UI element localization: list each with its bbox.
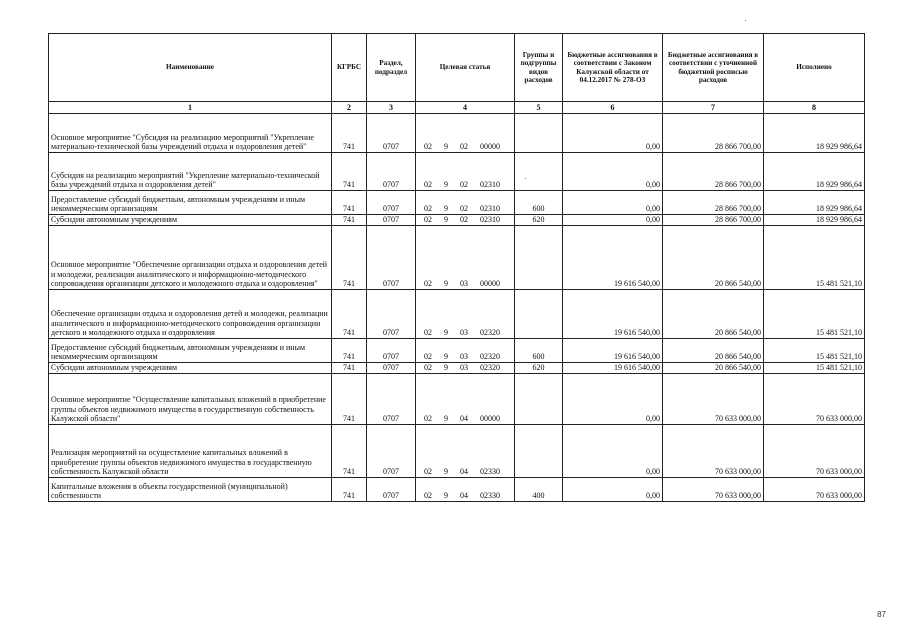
table-row xyxy=(49,374,865,425)
row-kgrbs: 741 xyxy=(332,478,367,502)
row-section: 0707 xyxy=(367,226,416,290)
row-section: 0707 xyxy=(367,363,416,374)
row-section: 0707 xyxy=(367,339,416,363)
row-target xyxy=(416,153,515,191)
column-number-row xyxy=(49,102,865,114)
row-executed: 70 633 000,00 xyxy=(764,374,865,425)
row-kgrbs: 741 xyxy=(332,290,367,339)
header-section: Раздел, подраздел xyxy=(367,34,416,102)
row-law: 0,00 xyxy=(563,478,663,502)
table-row xyxy=(49,153,865,191)
row-section: 0707 xyxy=(367,374,416,425)
row-name: Основное мероприятие "Осуществление капитальных вложений в приобретение группы объектов недвижимого имущества в государственную собственность Калужской области" xyxy=(49,374,332,425)
target-part: 9 xyxy=(444,491,448,501)
header-law: Бюджетные ассигнования в соответствии с Законом Калужской области от 04.12.2017 № 278-ОЗ xyxy=(563,34,663,102)
target-part: 02 xyxy=(460,180,468,190)
row-name: Субсидии автономным учреждениям xyxy=(49,215,332,226)
row-kgrbs: 741 xyxy=(332,215,367,226)
header-target: Целевая статья xyxy=(416,34,515,102)
row-law: 0,00 xyxy=(563,191,663,215)
target-part: 02 xyxy=(424,491,432,501)
target-part: 9 xyxy=(444,279,448,289)
table-row xyxy=(49,215,865,226)
target-part: 02 xyxy=(424,279,432,289)
column-number: 3 xyxy=(367,102,416,114)
row-law: 0,00 xyxy=(563,425,663,478)
row-refined: 20 866 540,00 xyxy=(663,339,764,363)
row-law: 19 616 540,00 xyxy=(563,363,663,374)
column-number: 4 xyxy=(416,102,515,114)
row-name: Реализация мероприятий на осуществление капитальных вложений в приобретение группы объектов недвижимого имущества в государственную собственность Калужской области xyxy=(49,425,332,478)
row-refined: 70 633 000,00 xyxy=(663,374,764,425)
column-number: 6 xyxy=(563,102,663,114)
target-part: 03 xyxy=(460,279,468,289)
target-part: 00000 xyxy=(480,142,500,152)
row-target xyxy=(416,114,515,153)
table-row xyxy=(49,114,865,153)
header-kgrbs: КГРБС xyxy=(332,34,367,102)
row-group xyxy=(515,425,563,478)
row-executed: 15 481 521,10 xyxy=(764,363,865,374)
column-number: 2 xyxy=(332,102,367,114)
row-kgrbs: 741 xyxy=(332,374,367,425)
row-section: 0707 xyxy=(367,114,416,153)
row-refined: 28 866 700,00 xyxy=(663,215,764,226)
row-target xyxy=(416,478,515,502)
row-name: Предоставление субсидий бюджетным, автономным учреждениям и иным некоммерческим организациям xyxy=(49,191,332,215)
target-part: 03 xyxy=(460,363,468,373)
row-law: 19 616 540,00 xyxy=(563,290,663,339)
table-row xyxy=(49,478,865,502)
target-part: 02 xyxy=(460,204,468,214)
target-part: 00000 xyxy=(480,414,500,424)
column-number: 1 xyxy=(49,102,332,114)
target-part: 9 xyxy=(444,215,448,225)
row-refined: 28 866 700,00 xyxy=(663,153,764,191)
row-law: 0,00 xyxy=(563,114,663,153)
row-target xyxy=(416,425,515,478)
target-part: 02 xyxy=(424,467,432,477)
row-kgrbs: 741 xyxy=(332,339,367,363)
target-part: 02330 xyxy=(480,491,500,501)
row-executed: 15 481 521,10 xyxy=(764,339,865,363)
row-kgrbs: 741 xyxy=(332,153,367,191)
target-part: 02 xyxy=(424,180,432,190)
header-name: Наименование xyxy=(49,34,332,102)
row-target xyxy=(416,290,515,339)
row-executed: 15 481 521,10 xyxy=(764,226,865,290)
row-kgrbs: 741 xyxy=(332,425,367,478)
column-number: 7 xyxy=(663,102,764,114)
target-part: 04 xyxy=(460,414,468,424)
header-refined: Бюджетные ассигнования в соответствии с уточненной бюджетной росписью расходов xyxy=(663,34,764,102)
row-executed: 70 633 000,00 xyxy=(764,478,865,502)
row-group: 600 xyxy=(515,339,563,363)
row-law: 19 616 540,00 xyxy=(563,226,663,290)
row-group xyxy=(515,374,563,425)
row-group: 620 xyxy=(515,215,563,226)
header-row xyxy=(49,34,865,102)
target-part: 02320 xyxy=(480,363,500,373)
row-target xyxy=(416,215,515,226)
scan-speck xyxy=(745,20,746,21)
row-section: 0707 xyxy=(367,290,416,339)
row-group xyxy=(515,226,563,290)
row-refined: 20 866 540,00 xyxy=(663,226,764,290)
target-part: 02 xyxy=(424,328,432,338)
target-part: 9 xyxy=(444,414,448,424)
target-part: 02 xyxy=(424,363,432,373)
row-executed: 15 481 521,10 xyxy=(764,290,865,339)
target-part: 9 xyxy=(444,328,448,338)
row-refined: 20 866 540,00 xyxy=(663,290,764,339)
target-part: 02310 xyxy=(480,215,500,225)
row-executed: 18 929 986,64 xyxy=(764,191,865,215)
table-row xyxy=(49,290,865,339)
row-group xyxy=(515,114,563,153)
table-row xyxy=(49,226,865,290)
row-name: Капитальные вложения в объекты государственной (муниципальной) собственности xyxy=(49,478,332,502)
row-target xyxy=(416,191,515,215)
target-part: 9 xyxy=(444,142,448,152)
target-part: 02330 xyxy=(480,467,500,477)
target-part: 9 xyxy=(444,352,448,362)
row-refined: 20 866 540,00 xyxy=(663,363,764,374)
target-part: 00000 xyxy=(480,279,500,289)
row-target xyxy=(416,363,515,374)
row-executed: 70 633 000,00 xyxy=(764,425,865,478)
column-number: 8 xyxy=(764,102,865,114)
row-group xyxy=(515,153,563,191)
row-section: 0707 xyxy=(367,425,416,478)
row-name: Обеспечение организации отдыха и оздоровления детей и молодежи, реализации аналитического и информационно-методического сопровождения организации детского и молодежного отдыха и оздоровления xyxy=(49,290,332,339)
row-name: Субсидии автономным учреждениям xyxy=(49,363,332,374)
table-row xyxy=(49,363,865,374)
target-part: 02310 xyxy=(480,180,500,190)
target-part: 9 xyxy=(444,204,448,214)
row-refined: 28 866 700,00 xyxy=(663,191,764,215)
row-section: 0707 xyxy=(367,215,416,226)
page-number: 87 xyxy=(877,610,886,619)
row-group xyxy=(515,290,563,339)
row-kgrbs: 741 xyxy=(332,226,367,290)
row-target xyxy=(416,339,515,363)
row-kgrbs: 741 xyxy=(332,191,367,215)
header-executed: Исполнено xyxy=(764,34,865,102)
target-part: 04 xyxy=(460,467,468,477)
table-row xyxy=(49,339,865,363)
column-number: 5 xyxy=(515,102,563,114)
row-section: 0707 xyxy=(367,153,416,191)
target-part: 02 xyxy=(460,142,468,152)
target-part: 02320 xyxy=(480,352,500,362)
target-part: 04 xyxy=(460,491,468,501)
row-group: 400 xyxy=(515,478,563,502)
target-part: 9 xyxy=(444,180,448,190)
row-refined: 70 633 000,00 xyxy=(663,425,764,478)
row-group: 600 xyxy=(515,191,563,215)
row-target xyxy=(416,226,515,290)
row-law: 0,00 xyxy=(563,153,663,191)
target-part: 9 xyxy=(444,467,448,477)
target-part: 02320 xyxy=(480,328,500,338)
row-section: 0707 xyxy=(367,478,416,502)
row-law: 0,00 xyxy=(563,374,663,425)
row-target xyxy=(416,374,515,425)
target-part: 02310 xyxy=(480,204,500,214)
row-law: 0,00 xyxy=(563,215,663,226)
row-kgrbs: 741 xyxy=(332,363,367,374)
target-part: 02 xyxy=(424,215,432,225)
table-row xyxy=(49,191,865,215)
row-refined: 28 866 700,00 xyxy=(663,114,764,153)
row-name: Предоставление субсидий бюджетным, автономным учреждениям и иным некоммерческим организациям xyxy=(49,339,332,363)
target-part: 03 xyxy=(460,352,468,362)
row-executed: 18 929 986,64 xyxy=(764,114,865,153)
table-row xyxy=(49,425,865,478)
target-part: 02 xyxy=(424,142,432,152)
row-kgrbs: 741 xyxy=(332,114,367,153)
row-law: 19 616 540,00 xyxy=(563,339,663,363)
target-part: 02 xyxy=(424,204,432,214)
row-name: Основное мероприятие "Субсидия на реализацию мероприятий "Укрепление материально-технической базы учреждений отдыха и оздоровления детей" xyxy=(49,114,332,153)
target-part: 02 xyxy=(424,414,432,424)
row-refined: 70 633 000,00 xyxy=(663,478,764,502)
target-part: 03 xyxy=(460,328,468,338)
row-section: 0707 xyxy=(367,191,416,215)
row-group: 620 xyxy=(515,363,563,374)
target-part: 9 xyxy=(444,363,448,373)
row-name: Субсидия на реализацию мероприятий "Укрепление материально-технической базы учреждений отдыха и оздоровления детей" xyxy=(49,153,332,191)
row-executed: 18 929 986,64 xyxy=(764,215,865,226)
row-name: Основное мероприятие "Обеспечение организации отдыха и оздоровления детей и молодежи, реализации аналитического и информационно-методического сопровождения организации детского и молодежного отдыха и оздоровления" xyxy=(49,226,332,290)
target-part: 02 xyxy=(460,215,468,225)
header-group: Группы и подгруппы видов расходов xyxy=(515,34,563,102)
row-executed: 18 929 986,64 xyxy=(764,153,865,191)
budget-table xyxy=(48,33,865,502)
target-part: 02 xyxy=(424,352,432,362)
